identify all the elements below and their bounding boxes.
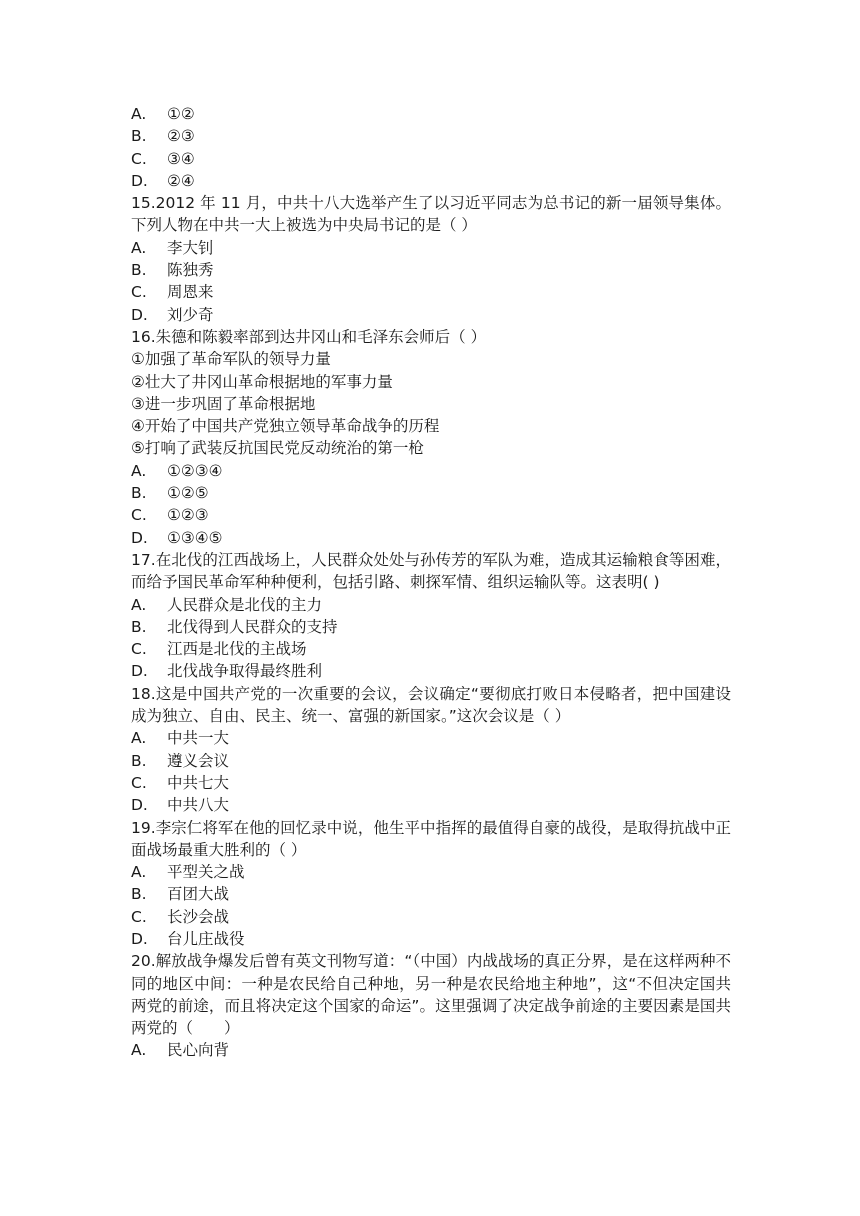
option-a: A. 人民群众是北伐的主力 xyxy=(131,595,323,614)
question-stem: 20.解放战争爆发后曾有英文刊物写道：“（中国）内战战场的真正分界，是在这样两种不同的地区中间：一种是农民给自己种地，另一种是农民给地主种地”，这“不但决定国共两党的前途，而且将决定这个国家的命运”。这里强调了决定战争前途的主要因素是国共两党的（ ） xyxy=(131,952,731,1038)
question-15 xyxy=(131,192,731,326)
option-c: C. 江西是北伐的主战场 xyxy=(131,640,307,659)
option-b: B. ①②⑤ xyxy=(131,484,209,503)
question-list xyxy=(131,103,731,1062)
option-d: D. 中共八大 xyxy=(131,796,230,815)
statement-item: ③进一步巩固了革命根据地 xyxy=(131,394,316,413)
option-a: A. ①②③④ xyxy=(131,461,223,480)
question-19 xyxy=(131,817,731,951)
option-b: B. 百团大战 xyxy=(131,885,230,904)
question-stem: 18.这是中国共产党的一次重要的会议，会议确定“要彻底打败日本侵略者，把中国建设成为独立、自由、民主、统一、富强的新国家。”这次会议是（ ） xyxy=(131,684,731,726)
question-18 xyxy=(131,683,731,817)
option-a: A. ①② xyxy=(131,105,195,123)
question-14-options xyxy=(131,103,731,192)
option-c: C. ③④ xyxy=(131,149,195,168)
option-b: B. 陈独秀 xyxy=(131,261,214,280)
option-c: C. 周恩来 xyxy=(131,283,214,302)
option-b: B. ②③ xyxy=(131,127,195,146)
option-d: D. 台儿庄战役 xyxy=(131,929,245,948)
option-b: B. 北伐得到人民群众的支持 xyxy=(131,617,338,636)
statement-item: ⑤打响了武装反抗国民党反动统治的第一枪 xyxy=(131,439,424,458)
question-17 xyxy=(131,549,731,683)
option-a: A. 平型关之战 xyxy=(131,863,245,882)
option-c: C. 中共七大 xyxy=(131,773,230,792)
option-b: B. 遵义会议 xyxy=(131,751,230,770)
option-d: D. ①③④⑤ xyxy=(131,528,223,547)
statement-item: ②壮大了井冈山革命根据地的军事力量 xyxy=(131,372,393,391)
option-d: D. 北伐战争取得最终胜利 xyxy=(131,662,323,681)
question-stem: 15.2012 年 11 月，中共十八大选举产生了以习近平同志为总书记的新一届领导集体。下列人物在中共一大上被选为中央局书记的是（ ） xyxy=(131,194,731,235)
question-16 xyxy=(131,326,731,549)
option-c: C. 长沙会战 xyxy=(131,907,230,926)
option-a: A. 李大钊 xyxy=(131,238,214,257)
statement-item: ①加强了革命军队的领导力量 xyxy=(131,350,331,369)
option-a: A. 民心向背 xyxy=(131,1041,230,1060)
option-a: A. 中共一大 xyxy=(131,729,230,748)
question-stem: 16.朱德和陈毅率部到达井冈山和毛泽东会师后（ ） xyxy=(131,327,487,346)
option-d: D. ②④ xyxy=(131,171,195,190)
option-c: C. ①②③ xyxy=(131,506,209,525)
question-stem: 17.在北伐的江西战场上，人民群众处处与孙传芳的军队为难，造成其运输粮食等困难，而给予国民革命军种种便利，包括引路、刺探军情、组织运输队等。这表明( ) xyxy=(131,550,731,592)
question-20 xyxy=(131,950,731,1061)
question-stem: 19.李宗仁将军在他的回忆录中说，他生平中指挥的最值得自豪的战役，是取得抗战中正面战场最重大胜利的（ ） xyxy=(131,818,731,859)
option-d: D. 刘少奇 xyxy=(131,305,214,324)
statement-item: ④开始了中国共产党独立领导革命战争的历程 xyxy=(131,417,440,436)
